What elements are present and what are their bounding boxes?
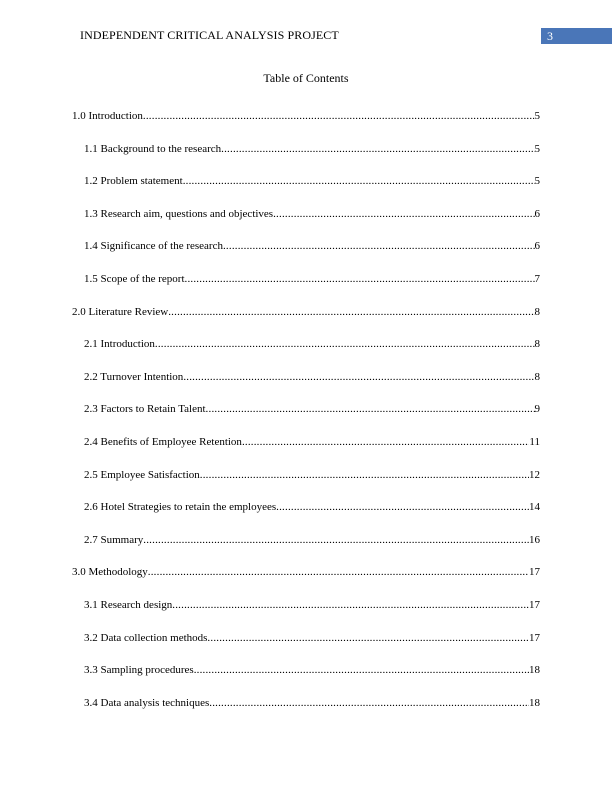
toc-entry[interactable]: [84, 695, 540, 711]
toc-entry[interactable]: [84, 206, 540, 222]
toc-entry[interactable]: [84, 141, 540, 157]
toc-entry[interactable]: [84, 434, 540, 450]
toc-entry-page: 14: [529, 501, 540, 514]
toc-entry-page: 16: [529, 533, 540, 546]
toc-entry[interactable]: [72, 304, 540, 320]
toc-entry-label: 2.6 Hotel Strategies to retain the employees: [84, 501, 277, 514]
toc-entry-page: 18: [529, 696, 540, 709]
toc-entry-label: 3.0 Methodology: [72, 566, 148, 579]
toc-entry-label: 3.4 Data analysis techniques: [84, 696, 210, 709]
toc-entry-label: 2.5 Employee Satisfaction: [84, 468, 200, 481]
toc-entry-label: 3.1 Research design: [84, 599, 173, 611]
toc-entry-page: 6: [534, 207, 540, 220]
toc-entry-page: 8: [534, 305, 540, 318]
toc-entry[interactable]: [84, 499, 540, 515]
toc-entry-page: 17: [529, 566, 540, 579]
toc-entry[interactable]: [72, 564, 540, 580]
toc-entry-label: 3.2 Data collection methods: [84, 631, 208, 644]
toc-entry-page: 5: [534, 142, 540, 155]
toc-entry-page: 8: [534, 370, 540, 383]
toc-entry[interactable]: [84, 271, 540, 287]
toc-entry-label: 2.2 Turnover Intention: [84, 370, 184, 383]
toc-entry[interactable]: [84, 662, 540, 678]
toc-entry-page: 5: [534, 110, 540, 122]
toc-entry-page: 5: [534, 175, 540, 188]
toc-entry[interactable]: [84, 238, 540, 254]
toc-entry[interactable]: [84, 369, 540, 385]
toc-entry-page: 17: [529, 631, 540, 644]
toc-entry-label: 1.0 Introduction: [72, 110, 143, 122]
toc-entry-label: 2.1 Introduction: [84, 338, 155, 351]
toc-dot-leader: [206, 401, 535, 417]
toc-entry-page: 6: [534, 240, 540, 253]
header-title: INDEPENDENT CRITICAL ANALYSIS PROJECT: [80, 28, 339, 42]
toc-entry-label: 1.1 Background to the research: [84, 142, 222, 155]
toc-entry-page: 8: [534, 338, 540, 351]
toc-dot-leader: [172, 597, 529, 613]
toc-entry-label: 3.3 Sampling procedures: [84, 664, 194, 677]
toc-entry[interactable]: [84, 532, 540, 548]
toc-dot-leader: [242, 434, 529, 450]
toc-dot-leader: [143, 532, 529, 548]
toc-dot-leader: [168, 304, 534, 320]
toc-dot-leader: [148, 564, 529, 580]
toc-entry-label: 2.0 Literature Review: [72, 305, 169, 318]
toc-dot-leader: [183, 173, 535, 189]
toc-dot-leader: [200, 467, 529, 483]
toc-dot-leader: [194, 662, 529, 678]
toc-entry-page: 7: [534, 273, 540, 285]
toc-dot-leader: [155, 336, 535, 352]
toc-entry[interactable]: [84, 467, 540, 483]
toc-entry-page: 18: [529, 664, 540, 677]
toc-dot-leader: [221, 141, 534, 157]
page-number: 3: [541, 28, 612, 44]
toc-dot-leader: [276, 499, 529, 515]
toc-dot-leader: [207, 630, 529, 646]
toc-entry[interactable]: [84, 401, 540, 417]
toc-entry-page: 12: [529, 468, 540, 481]
toc-entry[interactable]: [84, 597, 540, 613]
toc-entry-label: 2.3 Factors to Retain Talent: [84, 403, 206, 416]
toc-entry-page: 11: [529, 436, 540, 448]
toc-entry[interactable]: [72, 108, 540, 124]
toc-entry[interactable]: [84, 173, 540, 189]
toc-dot-leader: [183, 369, 534, 385]
toc-entry-label: 1.4 Significance of the research: [84, 240, 223, 253]
toc-entry-label: 1.2 Problem statement: [84, 175, 183, 188]
toc-entry-label: 1.5 Scope of the report: [84, 273, 185, 285]
toc-dot-leader: [185, 271, 535, 287]
toc-entry[interactable]: [84, 336, 540, 352]
toc-entry-label: 1.3 Research aim, questions and objectives: [84, 207, 274, 220]
toc-dot-leader: [143, 108, 535, 124]
toc-entry-label: 2.7 Summary: [84, 533, 144, 546]
toc-entry-label: 2.4 Benefits of Employee Retention: [84, 436, 242, 448]
toc-heading: Table of Contents: [263, 71, 349, 85]
toc-entry-page: 9: [534, 403, 540, 416]
toc-dot-leader: [209, 695, 529, 711]
toc-entry-page: 17: [529, 599, 540, 611]
toc-dot-leader: [223, 238, 535, 254]
toc-dot-leader: [273, 206, 534, 222]
toc-entry[interactable]: [84, 630, 540, 646]
